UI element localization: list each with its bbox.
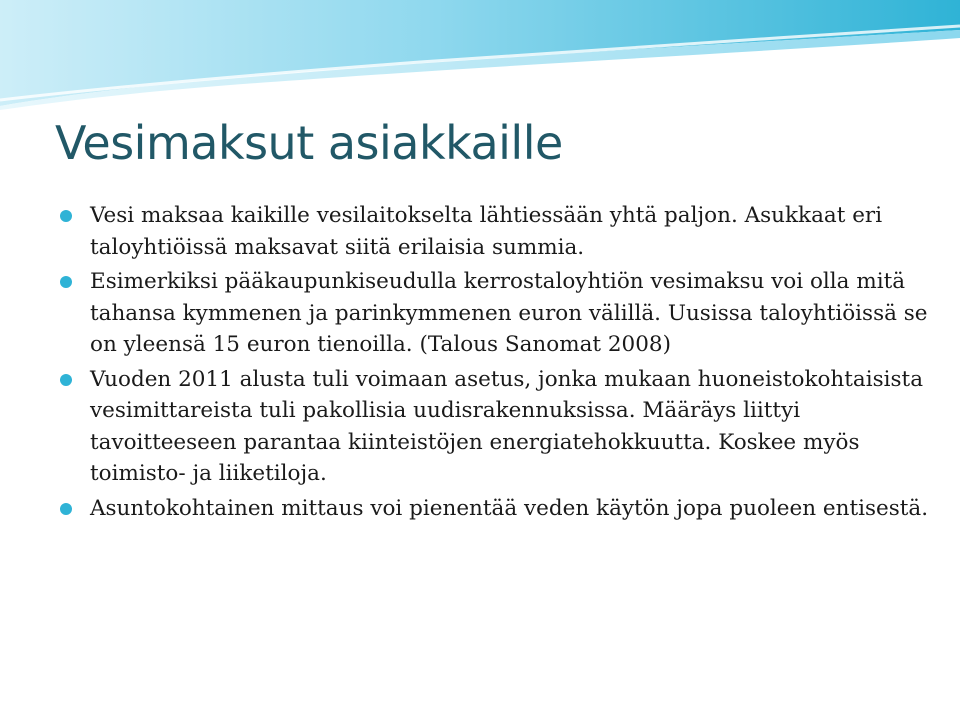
bullet-dot-icon bbox=[60, 276, 72, 288]
bullet-text: Asuntokohtainen mittaus voi pienentää veden käytön jopa puoleen entisestä. bbox=[90, 495, 929, 521]
bullet-text: Vesi maksaa kaikille vesilaitokselta lähtiessään yhtä paljon. Asukkaat eri taloyhtiöissä maksavat siitä erilaisia summia. bbox=[90, 203, 883, 260]
bullet-text: Vuoden 2011 alusta tuli voimaan asetus, jonka mukaan huoneistokohtaisista vesimittareista tuli pakollisia uudisrakennuksissa. Määräys liittyi tavoitteeseen parantaa kiinteistöjen energiatehokkuutta. Koskee myös toimisto- ja liiketiloja. bbox=[90, 366, 924, 486]
bullet-dot-icon bbox=[60, 503, 72, 515]
header-wave-banner bbox=[0, 0, 960, 110]
bullet-dot-icon bbox=[60, 210, 72, 222]
bullet-text: Esimerkiksi pääkaupunkiseudulla kerrostaloyhtiön vesimaksu voi olla mitä tahansa kymmenen ja parinkymmenen euron välillä. Uusissa taloyhtiöissä se on yleensä 15 euron tienoilla. (Talous Sanomat 2008) bbox=[90, 269, 928, 357]
bullet-item bbox=[90, 364, 930, 490]
bullet-item bbox=[90, 493, 930, 525]
bullet-item bbox=[90, 266, 930, 361]
bullet-dot-icon bbox=[60, 374, 72, 386]
slide-title: Vesimaksut asiakkaille bbox=[55, 116, 563, 170]
bullet-item bbox=[90, 200, 930, 263]
bullet-list bbox=[90, 200, 930, 527]
